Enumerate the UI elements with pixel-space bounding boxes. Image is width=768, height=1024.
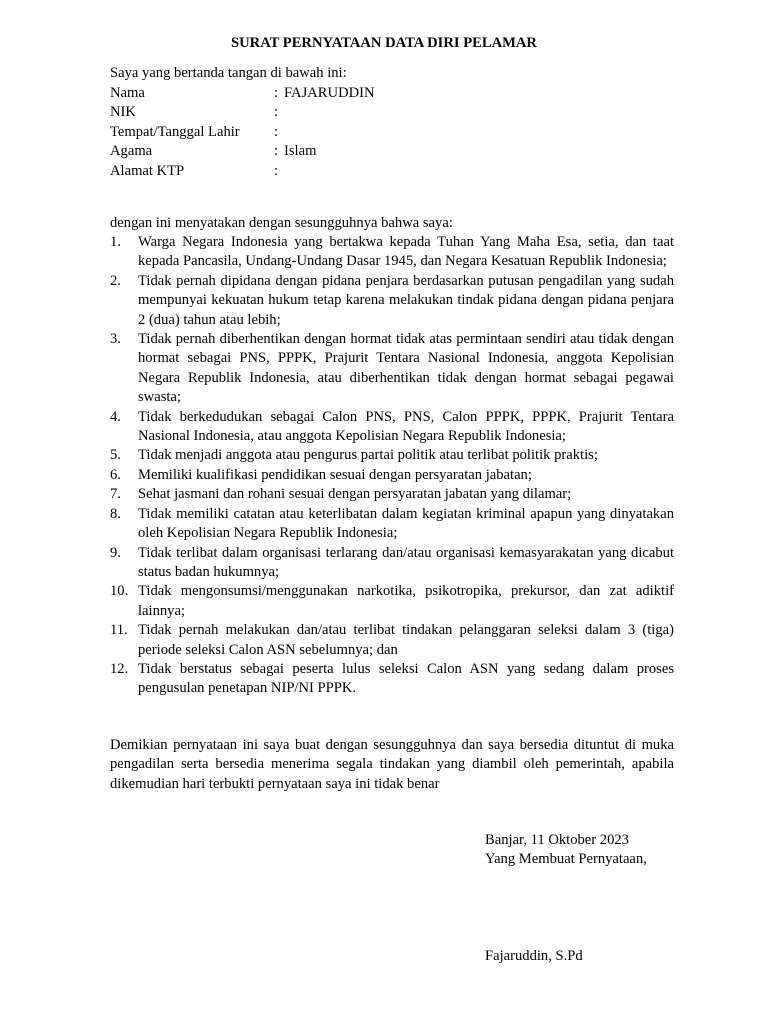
list-item xyxy=(110,505,674,544)
signer-name: Fajaruddin, S.Pd xyxy=(485,948,583,964)
list-item xyxy=(110,582,674,621)
list-number: 5. xyxy=(110,447,121,464)
list-text: Tidak pernah melakukan dan/atau terlibat tindakan pelanggaran seleksi dalam 3 (tiga) periode seleksi Calon ASN sebelumnya; dan xyxy=(138,622,674,658)
field-row-tempat-tanggal-lahir xyxy=(110,123,375,142)
list-item xyxy=(110,544,674,583)
list-text: Warga Negara Indonesia yang bertakwa kepada Tuhan Yang Maha Esa, setia, dan taat kepada Pancasila, Undang-Undang Dasar 1945, dan Negara Kesatuan Republik Indonesia; xyxy=(138,234,674,270)
field-colon: : xyxy=(274,162,279,179)
list-text: Tidak memiliki catatan atau keterlibatan dalam kegiatan kriminal apapun yang dinyatakan oleh Kepolisian Negara Republik Indonesia; xyxy=(138,505,674,542)
list-number: 12. xyxy=(110,660,129,677)
list-number: 4. xyxy=(110,408,121,425)
field-label: Tempat/Tanggal Lahir xyxy=(110,123,240,140)
field-colon: : xyxy=(274,123,279,140)
field-colon: : xyxy=(274,143,279,160)
field-row-agama xyxy=(110,142,375,161)
list-text: Tidak terlibat dalam organisasi terlarang dan/atau organisasi kemasyarakatan yang dicabut status badan hukumnya; xyxy=(138,544,674,580)
list-number: 7. xyxy=(110,486,121,503)
list-item xyxy=(110,408,674,447)
list-number: 6. xyxy=(110,466,121,483)
list-text: Tidak berkedudukan sebagai Calon PNS, PNS, Calon PPPK, PPPK, Prajurit Tentara Nasional Indonesia, atau anggota Kepolisian Negara Republik Indonesia; xyxy=(138,408,674,445)
field-label: NIK xyxy=(110,104,136,121)
document-title: SURAT PERNYATAAN DATA DIRI PELAMAR xyxy=(231,35,537,51)
statement-list xyxy=(110,233,674,699)
list-number: 10. xyxy=(110,583,129,600)
list-number: 8. xyxy=(110,505,121,522)
field-value: FAJARUDDIN xyxy=(284,85,375,101)
field-label: Alamat KTP xyxy=(110,162,185,179)
field-colon: : xyxy=(274,104,279,121)
list-number: 9. xyxy=(110,544,121,561)
field-row-nama xyxy=(110,84,375,103)
intro-text: Saya yang bertanda tangan di bawah ini: xyxy=(110,65,347,81)
list-text: Sehat jasmani dan rohani sesuai dengan persyaratan jabatan yang dilamar; xyxy=(138,486,572,503)
list-item xyxy=(110,272,674,330)
list-text: Tidak menjadi anggota atau pengurus partai politik atau terlibat politik praktis; xyxy=(138,447,598,464)
list-item xyxy=(110,485,674,504)
list-item xyxy=(110,660,674,699)
list-number: 2. xyxy=(110,272,121,289)
list-text: Memiliki kualifikasi pendidikan sesuai dengan persyaratan jabatan; xyxy=(138,466,532,483)
list-item xyxy=(110,446,674,465)
field-label: Nama xyxy=(110,85,145,101)
field-row-nik xyxy=(110,103,375,122)
list-text: Tidak pernah dipidana dengan pidana penjara berdasarkan putusan pengadilan yang sudah mempunyai kekuatan hukum tetap karena melakukan tindak pidana dengan pidana penjara 2 (dua) tahun atau lebih; xyxy=(138,272,674,328)
signature-block xyxy=(485,831,647,870)
list-number: 3. xyxy=(110,331,121,348)
field-value: Islam xyxy=(284,143,317,160)
field-label: Agama xyxy=(110,143,153,160)
closing-paragraph: Demikian pernyataan ini saya buat dengan sesungguhnya dan saya bersedia dituntut di muka pengadilan serta bersedia menerima segala tindakan yang diambil oleh pemerintah, apabila dikemudian hari terbukti pernyataan saya ini tidak benar xyxy=(110,737,674,792)
list-number: 11. xyxy=(110,622,128,639)
list-number: 1. xyxy=(110,234,121,250)
list-text: Tidak pernah diberhentikan dengan hormat tidak atas permintaan sendiri atau tidak dengan hormat sebagai PNS, PPPK, Prajurit Tentara Nasional Indonesia, anggota Kepolisian Negara Republik Indonesia, atau diberhentikan tidak dengan hormat sebagai pegawai swasta; xyxy=(138,331,674,406)
list-item xyxy=(110,466,674,485)
signer-role: Yang Membuat Pernyataan, xyxy=(485,851,647,868)
place-date: Banjar, 11 Oktober 2023 xyxy=(485,832,629,848)
list-item xyxy=(110,330,674,408)
list-item xyxy=(110,233,674,272)
statement-lead: dengan ini menyatakan dengan sesungguhnya bahwa saya: xyxy=(110,215,453,231)
field-colon: : xyxy=(274,85,279,101)
list-item xyxy=(110,621,674,660)
applicant-fields xyxy=(110,84,375,181)
list-text: Tidak berstatus sebagai peserta lulus seleksi Calon ASN yang sedang dalam proses pengusulan penetapan NIP/NI PPPK. xyxy=(138,660,674,697)
list-text: Tidak mengonsumsi/menggunakan narkotika, psikotropika, prekursor, dan zat adiktif lainnya; xyxy=(138,583,674,619)
field-row-alamat-ktp xyxy=(110,162,375,181)
